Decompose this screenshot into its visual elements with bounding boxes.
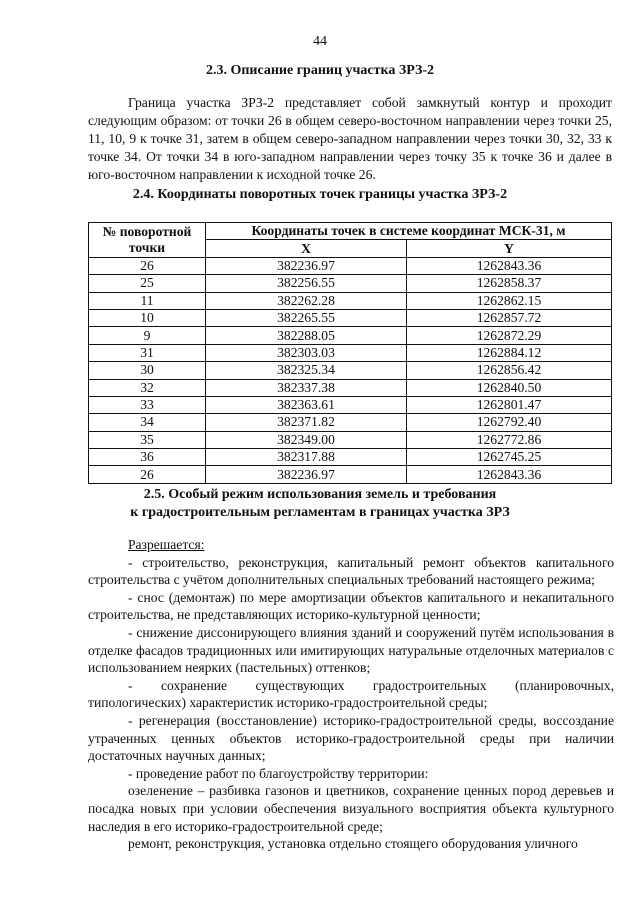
cell-point: 25	[89, 275, 206, 292]
cell-x: 382265.55	[206, 309, 407, 326]
col-point-header: № поворотной точки	[89, 223, 206, 258]
cell-x: 382349.00	[206, 431, 407, 448]
col-coords-header: Координаты точек в системе координат МСК-31, м	[206, 223, 612, 240]
section-2-4-heading: 2.4. Координаты поворотных точек границы участка ЗРЗ-2	[132, 187, 508, 202]
table-row	[89, 275, 612, 292]
cell-y: 1262843.36	[407, 257, 612, 274]
cell-y: 1262772.86	[407, 431, 612, 448]
cell-y: 1262872.29	[407, 327, 612, 344]
list-item: - регенерация (восстановление) историко-градостроительной среды, воссоздание утраченных ценных объектов историко-градостроительной среды при наличии достаточных научных данных;	[88, 712, 614, 764]
cell-x: 382303.03	[206, 344, 407, 361]
section-2-3-heading: 2.3. Описание границ участка ЗРЗ-2	[205, 63, 435, 78]
cell-x: 382236.97	[206, 466, 407, 483]
allowed-items-list	[88, 554, 614, 853]
cell-x: 382371.82	[206, 414, 407, 431]
list-item: - снижение диссонирующего влияния зданий и сооружений путём использования в отделке фасадов традиционных или имитирующих натуральные отделочных материалов с использованием неярких (пастельных) оттенков;	[88, 624, 614, 676]
cell-point: 34	[89, 414, 206, 431]
cell-y: 1262884.12	[407, 344, 612, 361]
cell-x: 382337.38	[206, 379, 407, 396]
cell-x: 382262.28	[206, 292, 407, 309]
cell-x: 382288.05	[206, 327, 407, 344]
cell-x: 382236.97	[206, 257, 407, 274]
cell-y: 1262862.15	[407, 292, 612, 309]
table-body	[89, 257, 612, 483]
cell-point: 26	[89, 257, 206, 274]
cell-point: 10	[89, 309, 206, 326]
cell-point: 26	[89, 466, 206, 483]
table-row	[89, 309, 612, 326]
boundary-description: Граница участка ЗРЗ-2 представляет собой замкнутый контур и проходит следующим образом: от точки 26 в общем северо-восточном направлении через точки 25, 11, 10, 9 к точке 31, затем в общем северо-западном направлении через точки 30, 32, 33 к точке 34. От точки 34 в юго-западном направлении через точку 35 к точке 36 и далее в юго-восточном направлении к исходной точке 26.	[88, 95, 612, 182]
coordinates-table	[88, 222, 612, 484]
cell-point: 33	[89, 396, 206, 413]
cell-y: 1262745.25	[407, 449, 612, 466]
table-row	[89, 362, 612, 379]
table-row	[89, 292, 612, 309]
list-item: - сохранение существующих градостроительных (планировочных, типологических) характеристик историко-градостроительной среды;	[88, 677, 614, 711]
col-x-header: X	[206, 240, 407, 257]
cell-y: 1262801.47	[407, 396, 612, 413]
table-row	[89, 414, 612, 431]
cell-x: 382325.34	[206, 362, 407, 379]
cell-x: 382317.88	[206, 449, 407, 466]
cell-y: 1262856.42	[407, 362, 612, 379]
table-row	[89, 396, 612, 413]
cell-x: 382256.55	[206, 275, 407, 292]
table-row	[89, 431, 612, 448]
table-row	[89, 327, 612, 344]
allowed-label: Разрешается:	[128, 537, 205, 552]
cell-y: 1262792.40	[407, 414, 612, 431]
col-y-header: Y	[407, 240, 612, 257]
cell-y: 1262840.50	[407, 379, 612, 396]
cell-point: 31	[89, 344, 206, 361]
cell-point: 32	[89, 379, 206, 396]
table-row	[89, 257, 612, 274]
cell-x: 382363.61	[206, 396, 407, 413]
cell-point: 35	[89, 431, 206, 448]
table-header-row	[89, 223, 612, 240]
cell-point: 36	[89, 449, 206, 466]
cell-y: 1262843.36	[407, 466, 612, 483]
cell-y: 1262857.72	[407, 309, 612, 326]
section-2-5-heading-line2: к градостроительным регламентам в границах участка ЗРЗ	[130, 505, 510, 520]
cell-point: 30	[89, 362, 206, 379]
section-2-5-body	[88, 536, 614, 853]
section-2-3-text	[88, 94, 612, 184]
list-item: озеленение – разбивка газонов и цветников, сохранение ценных пород деревьев и посадка новых при условии обеспечения визуального восприятия объекта культурного наследия в его историко-градостроительной среде;	[88, 783, 614, 834]
cell-point: 9	[89, 327, 206, 344]
section-2-5-heading-line1: 2.5. Особый режим использования земель и требования	[143, 487, 497, 502]
cell-y: 1262858.37	[407, 275, 612, 292]
list-item: - проведение работ по благоустройству территории:	[128, 765, 429, 781]
table-row	[89, 344, 612, 361]
table-row	[89, 466, 612, 483]
cell-point: 11	[89, 292, 206, 309]
page-number: 44	[313, 34, 327, 49]
list-item: ремонт, реконструкция, установка отдельно стоящего оборудования уличного	[128, 836, 578, 852]
list-item: - строительство, реконструкция, капитальный ремонт объектов капитального строительства с учётом дополнительных специальных требований настоящего режима;	[88, 554, 614, 588]
list-item: - снос (демонтаж) по мере амортизации объектов капитального и некапитального строительства, не представляющих историко-культурной ценности;	[88, 589, 614, 623]
table-row	[89, 449, 612, 466]
table-row	[89, 379, 612, 396]
